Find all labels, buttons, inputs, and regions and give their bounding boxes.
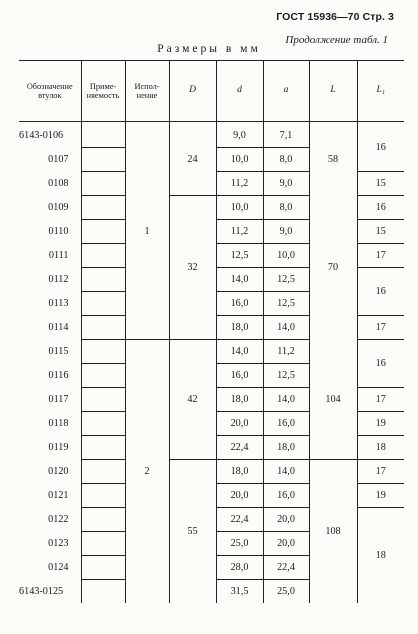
usage-cell: [81, 484, 125, 508]
L1-cell: 17: [357, 244, 404, 268]
d-cell: 22,4: [216, 508, 263, 532]
usage-cell: [81, 268, 125, 292]
code-cell: 0119: [19, 436, 81, 460]
d-cell: 20,0: [216, 484, 263, 508]
L1-cell: 16: [357, 268, 404, 316]
d-cell: 12,5: [216, 244, 263, 268]
d-cell: 10,0: [216, 148, 263, 172]
L1-cell: 15: [357, 220, 404, 244]
table-row: [19, 196, 404, 220]
header-version: Испол- нение: [125, 61, 169, 122]
usage-cell: [81, 244, 125, 268]
code-cell: 6143-0106: [19, 122, 81, 148]
version-cell: 1: [125, 122, 169, 340]
a-cell: 8,0: [263, 148, 309, 172]
usage-cell: [81, 364, 125, 388]
usage-cell: [81, 172, 125, 196]
d-cell: 16,0: [216, 292, 263, 316]
code-cell: 0112: [19, 268, 81, 292]
code-cell: 0115: [19, 340, 81, 364]
code-cell: 0111: [19, 244, 81, 268]
usage-cell: [81, 196, 125, 220]
L-cell: 58: [309, 122, 357, 196]
a-cell: 14,0: [263, 316, 309, 340]
a-cell: 11,2: [263, 340, 309, 364]
usage-cell: [81, 122, 125, 148]
table-caption: Размеры в мм: [157, 43, 261, 55]
table-row: [19, 460, 404, 484]
table-continuation-note: Продолжение табл. 1: [285, 34, 388, 46]
d-cell: 18,0: [216, 388, 263, 412]
header-d: d: [216, 61, 263, 122]
L1-cell: 17: [357, 388, 404, 412]
L-cell: 108: [309, 460, 357, 604]
header-L1: L₁: [357, 61, 404, 122]
dimensions-table: [19, 60, 404, 603]
code-cell: 0118: [19, 412, 81, 436]
a-cell: 14,0: [263, 388, 309, 412]
d-cell: 14,0: [216, 340, 263, 364]
D-cell: 42: [169, 340, 216, 460]
code-cell: 0109: [19, 196, 81, 220]
code-cell: 0108: [19, 172, 81, 196]
d-cell: 18,0: [216, 460, 263, 484]
usage-cell: [81, 436, 125, 460]
d-cell: 22,4: [216, 436, 263, 460]
a-cell: 7,1: [263, 122, 309, 148]
a-cell: 12,5: [263, 292, 309, 316]
usage-cell: [81, 508, 125, 532]
usage-cell: [81, 220, 125, 244]
code-cell: 0107: [19, 148, 81, 172]
a-cell: 14,0: [263, 460, 309, 484]
a-cell: 9,0: [263, 172, 309, 196]
code-cell: 0117: [19, 388, 81, 412]
header-a: a: [263, 61, 309, 122]
code-cell: 6143-0125: [19, 580, 81, 604]
usage-cell: [81, 556, 125, 580]
d-cell: 28,0: [216, 556, 263, 580]
L1-cell: 16: [357, 196, 404, 220]
code-cell: 0110: [19, 220, 81, 244]
version-cell: 2: [125, 340, 169, 604]
L1-cell: 18: [357, 508, 404, 604]
a-cell: 10,0: [263, 244, 309, 268]
d-cell: 16,0: [216, 364, 263, 388]
d-cell: 14,0: [216, 268, 263, 292]
d-cell: 9,0: [216, 122, 263, 148]
usage-cell: [81, 340, 125, 364]
header-usage: Приме- няемость: [81, 61, 125, 122]
a-cell: 16,0: [263, 412, 309, 436]
a-cell: 9,0: [263, 220, 309, 244]
usage-cell: [81, 580, 125, 604]
L1-cell: 16: [357, 122, 404, 172]
d-cell: 10,0: [216, 196, 263, 220]
d-cell: 11,2: [216, 172, 263, 196]
L1-cell: 19: [357, 412, 404, 436]
usage-cell: [81, 292, 125, 316]
L1-cell: 17: [357, 316, 404, 340]
code-cell: 0121: [19, 484, 81, 508]
usage-cell: [81, 316, 125, 340]
d-cell: 20,0: [216, 412, 263, 436]
a-cell: 16,0: [263, 484, 309, 508]
usage-cell: [81, 532, 125, 556]
L1-cell: 15: [357, 172, 404, 196]
usage-cell: [81, 148, 125, 172]
header-code: Обозначение втулок: [19, 61, 81, 122]
d-cell: 31,5: [216, 580, 263, 604]
a-cell: 12,5: [263, 364, 309, 388]
usage-cell: [81, 460, 125, 484]
a-cell: 22,4: [263, 556, 309, 580]
d-cell: 18,0: [216, 316, 263, 340]
code-cell: 0116: [19, 364, 81, 388]
code-cell: 0124: [19, 556, 81, 580]
L1-cell: 17: [357, 460, 404, 484]
a-cell: 12,5: [263, 268, 309, 292]
a-cell: 20,0: [263, 532, 309, 556]
L1-cell: 18: [357, 436, 404, 460]
header-L: L: [309, 61, 357, 122]
page-header: ГОСТ 15936—70 Стр. 3: [276, 11, 394, 23]
a-cell: 25,0: [263, 580, 309, 604]
code-cell: 0122: [19, 508, 81, 532]
a-cell: 8,0: [263, 196, 309, 220]
a-cell: 20,0: [263, 508, 309, 532]
L-cell: 104: [309, 340, 357, 460]
L1-cell: 19: [357, 484, 404, 508]
header-D: D: [169, 61, 216, 122]
L-cell: 70: [309, 196, 357, 340]
a-cell: 18,0: [263, 436, 309, 460]
code-cell: 0120: [19, 460, 81, 484]
code-cell: 0113: [19, 292, 81, 316]
code-cell: 0114: [19, 316, 81, 340]
table-header-row: [19, 61, 404, 122]
D-cell: 24: [169, 122, 216, 196]
table-row: [19, 340, 404, 364]
usage-cell: [81, 388, 125, 412]
code-cell: 0123: [19, 532, 81, 556]
d-cell: 25,0: [216, 532, 263, 556]
D-cell: 32: [169, 196, 216, 340]
d-cell: 11,2: [216, 220, 263, 244]
L1-cell: 16: [357, 340, 404, 388]
D-cell: 55: [169, 460, 216, 604]
usage-cell: [81, 412, 125, 436]
table-row: [19, 122, 404, 148]
